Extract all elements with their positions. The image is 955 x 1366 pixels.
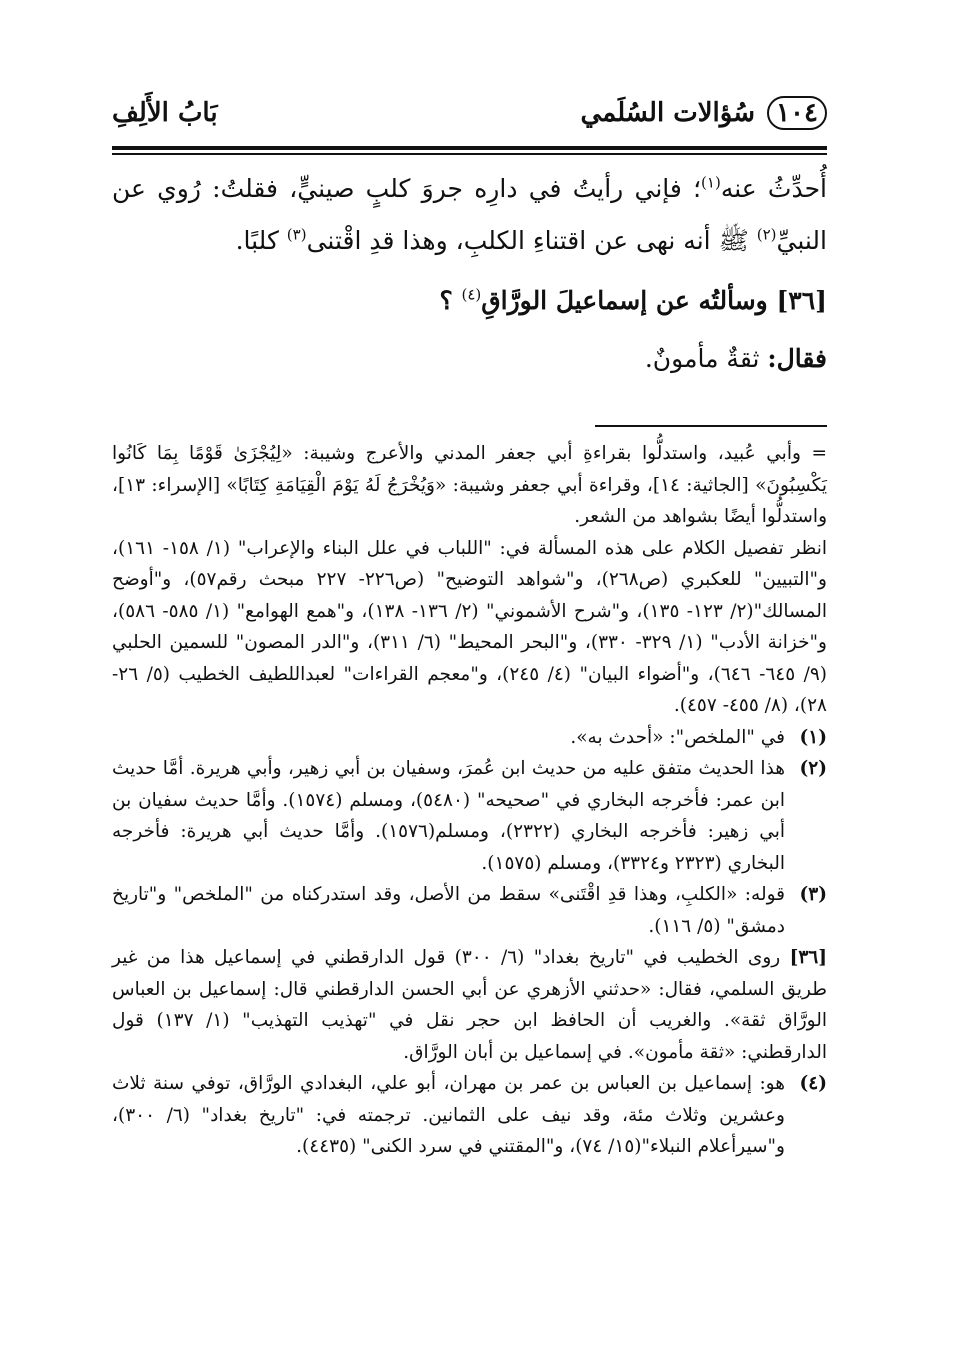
text-run: ﷺ أنه نهى عن اقتناءِ الكلبِ، وهذا قدِ اقْتنى — [306, 226, 757, 255]
footnote-item — [112, 1068, 827, 1163]
footnote-marker: (٤) — [799, 1073, 827, 1094]
footnote-continuation: = وأبي عُبيد، واستدلُّوا بقراءةِ أبي جعفر المدني والأعرج وشيبة: «لِيُجْزَىٰ قَوْمًا بِمَا كَانُوا يَكْسِبُونَ» [الجاثية: ١٤]، وقراءة أبي جعفر وشيبة: «وَيُخْرَجُ لَهُ يَوْمَ الْقِيَامَةِ كِتَابًا» [الإسراء: ١٣]، واستدلُّوا أيضًا بشواهد من الشعر. — [112, 443, 827, 527]
footnote-separator — [595, 425, 827, 427]
footnote-marker: [٣٦] — [789, 947, 827, 968]
footnote-ref[interactable]: (٢) — [756, 225, 777, 244]
question-number: [٣٦] — [776, 286, 827, 315]
footnote-item — [112, 722, 827, 754]
answer-label: فقال: — [767, 344, 827, 373]
footnote-text: روى الخطيب في "تاريخ بغداد" (٦/ ٣٠٠) قول الدارقطني في إسماعيل هذا من غير طريق السلمي، فقال: «حدثني الأزهري عن أبي الحسن الدارقطني قال: إسماعيل بن العباس الورَّاق ثقة». والغريب أن الحافظ ابن حجر نقل في "تهذيب التهذيب" (١/ ١٣٧) قول الدارقطني: «ثقة مأمون». في إسماعيل بن أبان الورَّاق. — [112, 947, 827, 1063]
footnotes — [112, 438, 827, 1163]
page-number: ١٠٤ — [767, 96, 827, 130]
footnote-marker: (١) — [799, 726, 827, 748]
footnote-item-36 — [112, 942, 827, 1068]
text-run: كلبًا. — [235, 226, 287, 255]
answer-paragraph — [112, 333, 827, 385]
text-run: أُحدِّثُ عنه — [720, 174, 827, 203]
question-text: وسألتُه عن إسماعيلَ الورَّاقِ — [481, 286, 777, 315]
footnote-item — [112, 879, 827, 942]
footnote-marker: (٢) — [799, 758, 827, 779]
main-text — [112, 163, 827, 385]
header-rule-thin — [112, 153, 827, 155]
footnote-marker: (٣) — [799, 884, 827, 905]
text-run: ؛ فإني رأيتُ في دارِه جروَ كلبٍ صينيٍّ، فقلتُ: رُوي عن النبيِّ — [112, 174, 827, 255]
chapter-title: بَابُ الأَلِفِ — [112, 98, 218, 128]
footnote-text: قوله: «الكلبِ، وهذا قدِ اقْتَنى» سقط من الأصل، وقد استدركناه من "الملخص" و"تاريخ دمشق" (٥/ ١١٦). — [112, 884, 785, 937]
question-paragraph — [112, 275, 827, 327]
page-header — [112, 92, 827, 142]
main-paragraph — [112, 163, 827, 267]
answer-text: ثقةٌ مأمونٌ. — [644, 344, 768, 373]
book-title: سُؤالات السُلَمي — [580, 98, 755, 128]
footnote-text: هو: إسماعيل بن العباس بن عمر بن مهران، أبو علي، البغدادي الورَّاق، توفي سنة ثلاث وعشرين وثلاث مئة، وقد نيف على الثمانين. ترجمته في: "تاريخ بغداد" (٦/ ٣٠٠)، و"سيرأعلام النبلاء"(١٥/ ٧٤)، و"المقتني في سرد الكنى" (٤٤٣٥). — [112, 1073, 785, 1157]
footnote-text: في "الملخص": «أحدث به». — [570, 726, 785, 748]
text-run: ؟ — [439, 286, 462, 315]
footnote-continuation: انظر تفصيل الكلام على هذه المسألة في: "اللباب في علل البناء والإعراب" (١/ ١٥٨- ١٦١)، و"التبيين" للعكبري (ص٢٦٨)، و"شواهد التوضيح" (ص٢٢٦- ٢٢٧ مبحث رقم٥٧)، و"أوضح المسالك"(٢/ ١٢٣- ١٣٥)، و"شرح الأشموني" (٢/ ١٣٦- ١٣٨)، و"همع الهوامع" (١/ ٥٨٥- ٥٨٦)، و"خزانة الأدب" (١/ ٣٢٩- ٣٣٠)، و"البحر المحيط" (٦/ ٣١١)، و"الدر المصون" للسمين الحلبي (٩/ ٦٤٥- ٦٤٦)، و"أضواء البيان" (٤/ ٢٤٥)، و"معجم القراءات" لعبداللطيف الخطيب (٥/ ٢٦- ٢٨)، (٨/ ٤٥٥- ٤٥٧). — [112, 537, 827, 716]
footnote-item — [112, 753, 827, 879]
header-rule-thick — [112, 146, 827, 150]
footnote-ref[interactable]: (٤) — [461, 285, 482, 304]
footnote-text: هذا الحديث متفق عليه من حديث ابن عُمرَ، وسفيان بن أبي زهير، وأبي هريرة. أمَّا حديث ابن عمر: فأخرجه البخاري في "صحيحه" (٥٤٨٠)، ومسلم (١٥٧٤). وأمَّا حديث سفيان بن أبي زهير: فأخرجه البخاري (٢٣٢٢)، ومسلم(١٥٧٦). وأمَّا حديث أبي هريرة: فأخرجه البخاري (٢٣٢٣ و٣٣٢٤)، ومسلم (١٥٧٥). — [112, 758, 785, 874]
footnote-ref[interactable]: (١) — [701, 173, 721, 192]
footnote-ref[interactable]: (٣) — [286, 225, 307, 244]
